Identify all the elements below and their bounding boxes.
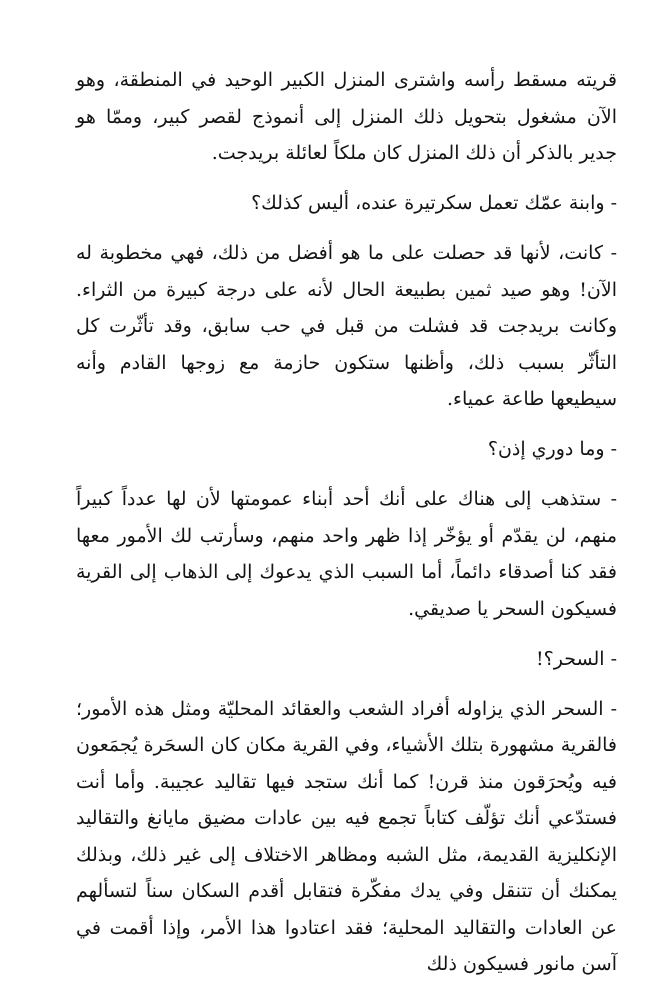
paragraph-dialogue-2: - كانت، لأنها قد حصلت على ما هو أفضل من ذلك، فهي مخطوبة له الآن! وهو صيد ثمين بطبيعة الحال لأنه على درجة كبيرة من الثراء. وكانت بريدجت قد فشلت من قبل في حب سابق، وقد تأثّرت كل التأثّر بسبب ذلك، وأظنها ستكون حازمة مع زوجها القادم وأنه سيطيعها طاعة عمياء. xyxy=(76,242,617,410)
paragraph-dialogue-4: - ستذهب إلى هناك على أنك أحد أبناء عمومتها لأن لها عدداً كبيراً منهم، لن يقدّم أو يؤخّر إذا ظهر واحد منهم، وسأرتب لك الأمور معها فقد كنا أصدقاء دائماً، أما السبب الذي يدعوك إلى الذهاب إلى القرية فسيكون السحر يا صديقي. xyxy=(76,488,617,620)
paragraph-dialogue-6: - السحر الذي يزاوله أفراد الشعب والعقائد المحليّة ومثل هذه الأمور؛ فالقرية مشهورة بتلك الأشياء، وفي القرية مكان كان السحَرة يُجمَعون فيه ويُحرَقون منذ قرن! كما أنك ستجد فيها تقاليد عجيبة. وأما أنت فستدّعي أنك تؤلّف كتاباً تجمع فيه بين عادات مضيق مايانغ والتقاليد الإنكليزية القديمة، مثل الشبه ومظاهر الاختلاف إلى غير ذلك، وبذلك يمكنك أن تتنقل وفي يدك مفكّرة فتقابل أقدم السكان سناً لتسألهم عن العادات والتقاليد المحلية؛ فقد اعتادوا هذا الأمر، وإذا أقمت في آسن مانور فسيكون ذلك xyxy=(76,697,617,975)
paragraph-dialogue-5: - السحر؟! xyxy=(536,647,617,670)
paragraph-dialogue-1: - وابنة عمّك تعمل سكرتيرة عنده، أليس كذلك؟ xyxy=(251,192,617,214)
page-text xyxy=(76,62,617,996)
paragraph-narration-1: قريته مسقط رأسه واشترى المنزل الكبير الوحيد في المنطقة، وهو الآن مشغول بتحويل ذلك المنزل إلى أنموذج لقصر كبير، وممّا هو جدير بالذكر أن ذلك المنزل كان ملكاً لعائلة بريدجت. xyxy=(76,69,618,164)
paragraph-dialogue-3: - وما دوري إذن؟ xyxy=(487,438,617,460)
